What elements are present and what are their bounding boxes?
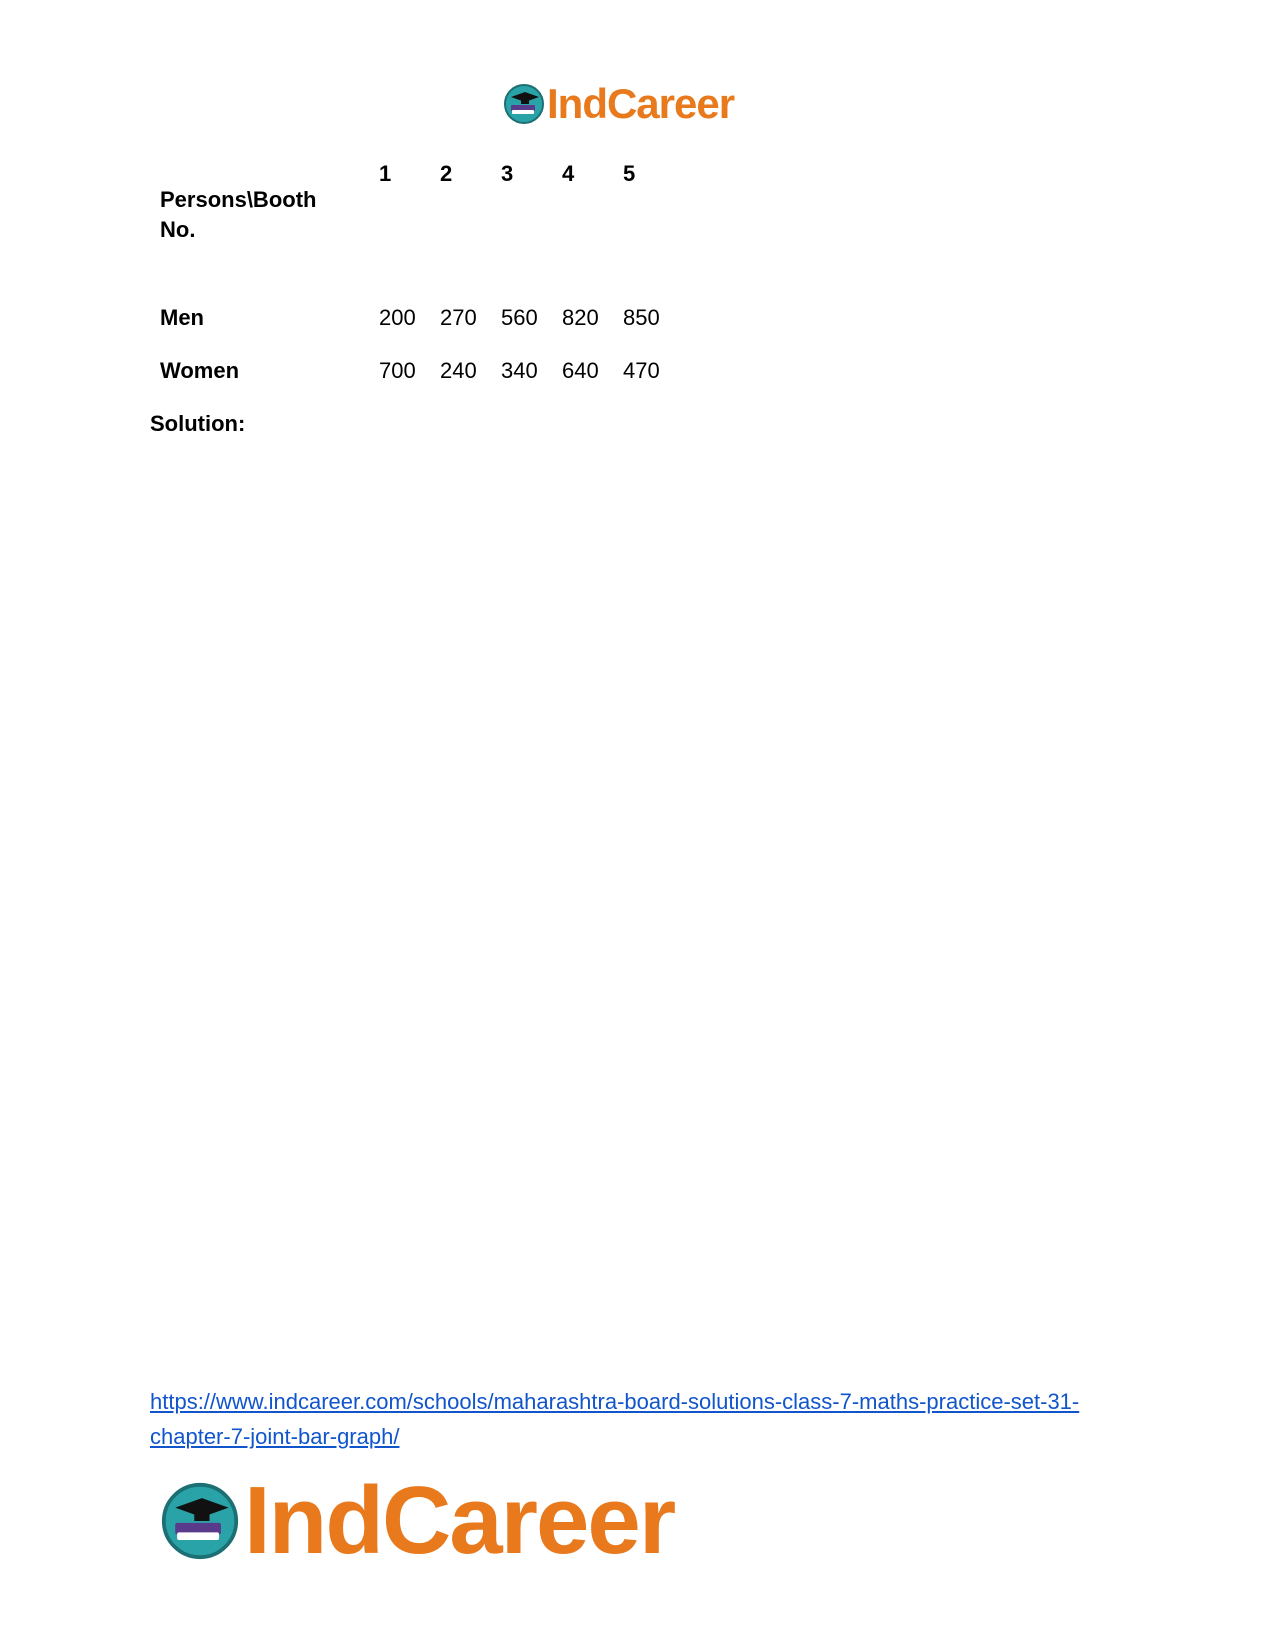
table-cell: 850 bbox=[623, 305, 660, 330]
table-cell: 560 bbox=[501, 305, 538, 330]
table-row bbox=[150, 305, 684, 358]
header-logo bbox=[503, 80, 734, 128]
table-header-row bbox=[150, 155, 684, 305]
table-cell: 240 bbox=[440, 358, 477, 383]
solution-heading: Solution: bbox=[150, 411, 246, 436]
source-url-link[interactable] bbox=[150, 1384, 1130, 1454]
url-line-2: chapter-7-joint-bar-graph/ bbox=[150, 1424, 400, 1449]
graduation-books-icon bbox=[160, 1481, 240, 1561]
table-cell: 700 bbox=[379, 358, 416, 383]
column-header: 2 bbox=[440, 161, 453, 186]
row-label: Men bbox=[160, 305, 204, 330]
column-header: 3 bbox=[501, 161, 514, 186]
logo-wordmark: IndCareer bbox=[244, 1467, 675, 1574]
column-header: 4 bbox=[562, 161, 575, 186]
corner-header: Persons\Booth No. bbox=[160, 187, 317, 242]
table-cell: 200 bbox=[379, 305, 416, 330]
logo-wordmark: IndCareer bbox=[547, 80, 735, 127]
footer-logo bbox=[160, 1466, 674, 1576]
table-row bbox=[150, 358, 684, 411]
booth-data-table bbox=[150, 155, 684, 411]
table-cell: 820 bbox=[562, 305, 599, 330]
table-cell: 270 bbox=[440, 305, 477, 330]
table-cell: 470 bbox=[623, 358, 660, 383]
url-line-1: https://www.indcareer.com/schools/maharashtra-board-solutions-class-7-maths-practice-set-31- bbox=[150, 1389, 1080, 1414]
row-label: Women bbox=[160, 358, 240, 383]
column-header: 1 bbox=[379, 161, 392, 186]
column-header: 5 bbox=[623, 161, 636, 186]
graduation-books-icon bbox=[503, 83, 545, 125]
table-cell: 340 bbox=[501, 358, 538, 383]
table-cell: 640 bbox=[562, 358, 599, 383]
